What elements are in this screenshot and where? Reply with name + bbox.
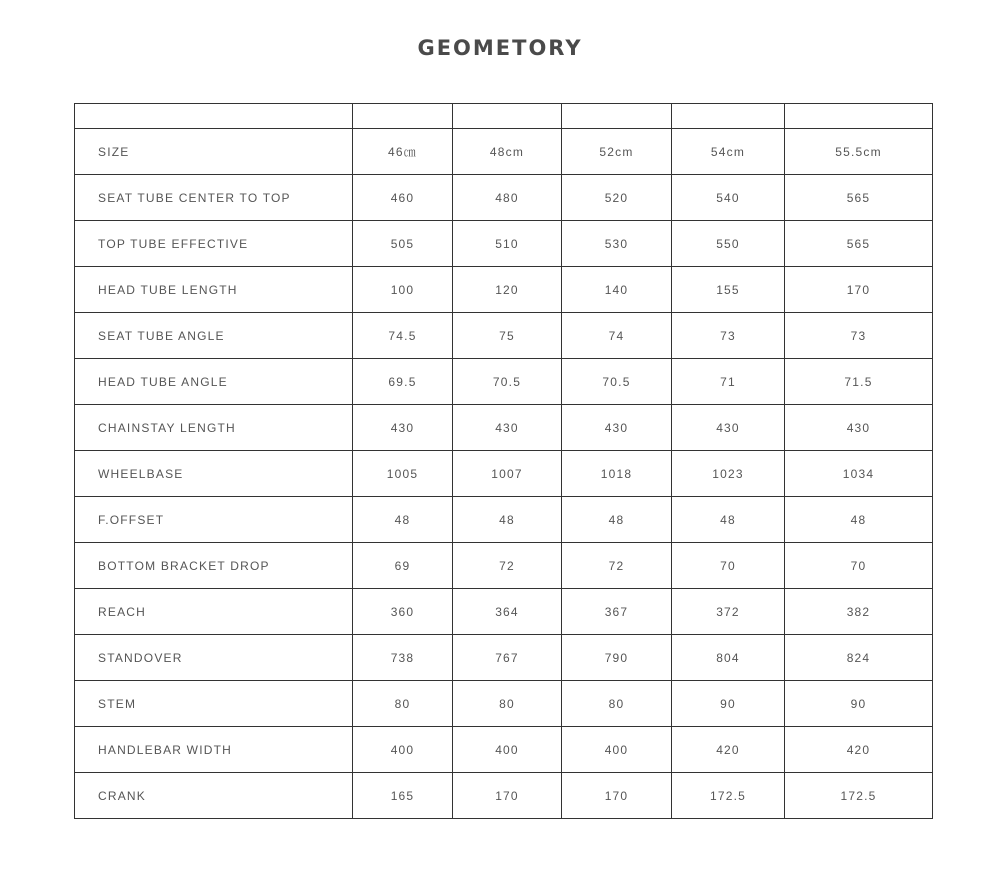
table-cell: 80 bbox=[453, 681, 562, 727]
table-cell: 48 bbox=[453, 497, 562, 543]
page-title: GEOMETORY bbox=[417, 36, 583, 60]
row-label: WHEELBASE bbox=[75, 451, 353, 497]
row-label: HEAD TUBE LENGTH bbox=[75, 267, 353, 313]
table-row bbox=[75, 635, 933, 681]
table-cell: 767 bbox=[453, 635, 562, 681]
table-cell: 74 bbox=[562, 313, 672, 359]
table-cell: 90 bbox=[672, 681, 785, 727]
table-cell: 71 bbox=[672, 359, 785, 405]
table-row bbox=[75, 727, 933, 773]
row-label: SEAT TUBE ANGLE bbox=[75, 313, 353, 359]
table-cell: 54cm bbox=[672, 129, 785, 175]
table-cell: 72 bbox=[562, 543, 672, 589]
table-cell: 360 bbox=[353, 589, 453, 635]
table-cell: 790 bbox=[562, 635, 672, 681]
table-cell: 80 bbox=[353, 681, 453, 727]
table-cell: 170 bbox=[562, 773, 672, 819]
table-row bbox=[75, 543, 933, 589]
row-label: BOTTOM BRACKET DROP bbox=[75, 543, 353, 589]
row-label: SEAT TUBE CENTER TO TOP bbox=[75, 175, 353, 221]
table-cell: 382 bbox=[785, 589, 933, 635]
table-cell: 75 bbox=[453, 313, 562, 359]
table-cell: 824 bbox=[785, 635, 933, 681]
table-cell: 565 bbox=[785, 175, 933, 221]
table-cell: 400 bbox=[453, 727, 562, 773]
table-cell: 1023 bbox=[672, 451, 785, 497]
table-cell: 1007 bbox=[453, 451, 562, 497]
table-cell: 460 bbox=[353, 175, 453, 221]
table-cell: 367 bbox=[562, 589, 672, 635]
table-cell: 170 bbox=[785, 267, 933, 313]
table-cell: 540 bbox=[672, 175, 785, 221]
header-cell bbox=[562, 104, 672, 129]
table-cell: 48 bbox=[672, 497, 785, 543]
table-row bbox=[75, 405, 933, 451]
table-cell: 74.5 bbox=[353, 313, 453, 359]
table-cell: 72 bbox=[453, 543, 562, 589]
table-cell: 172.5 bbox=[785, 773, 933, 819]
table-cell: 70.5 bbox=[453, 359, 562, 405]
row-label: STANDOVER bbox=[75, 635, 353, 681]
table-cell: 480 bbox=[453, 175, 562, 221]
row-label: CRANK bbox=[75, 773, 353, 819]
table-cell: 520 bbox=[562, 175, 672, 221]
row-label: REACH bbox=[75, 589, 353, 635]
table-cell: 70 bbox=[785, 543, 933, 589]
table-header-row bbox=[75, 104, 933, 129]
table-cell: 430 bbox=[353, 405, 453, 451]
table-cell: 1034 bbox=[785, 451, 933, 497]
table-cell: 430 bbox=[453, 405, 562, 451]
row-label: HANDLEBAR WIDTH bbox=[75, 727, 353, 773]
table-cell: 48 bbox=[353, 497, 453, 543]
row-label: SIZE bbox=[75, 129, 353, 175]
table-cell: 69.5 bbox=[353, 359, 453, 405]
table-cell: 738 bbox=[353, 635, 453, 681]
table-cell: 46㎝ bbox=[353, 129, 453, 175]
table-cell: 565 bbox=[785, 221, 933, 267]
header-cell bbox=[353, 104, 453, 129]
table-row bbox=[75, 451, 933, 497]
geometry-table bbox=[74, 103, 933, 819]
table-cell: 55.5cm bbox=[785, 129, 933, 175]
table-cell: 100 bbox=[353, 267, 453, 313]
row-label: STEM bbox=[75, 681, 353, 727]
table-cell: 364 bbox=[453, 589, 562, 635]
table-row bbox=[75, 175, 933, 221]
table-cell: 90 bbox=[785, 681, 933, 727]
table-cell: 372 bbox=[672, 589, 785, 635]
table-row bbox=[75, 221, 933, 267]
table-cell: 70.5 bbox=[562, 359, 672, 405]
table-cell: 510 bbox=[453, 221, 562, 267]
table-cell: 430 bbox=[672, 405, 785, 451]
table-cell: 550 bbox=[672, 221, 785, 267]
table-cell: 430 bbox=[562, 405, 672, 451]
header-cell bbox=[75, 104, 353, 129]
table-row bbox=[75, 681, 933, 727]
table-cell: 165 bbox=[353, 773, 453, 819]
table-row bbox=[75, 589, 933, 635]
table-cell: 1005 bbox=[353, 451, 453, 497]
table-cell: 400 bbox=[562, 727, 672, 773]
row-label: CHAINSTAY LENGTH bbox=[75, 405, 353, 451]
table-cell: 430 bbox=[785, 405, 933, 451]
table-cell: 48 bbox=[562, 497, 672, 543]
table-cell: 505 bbox=[353, 221, 453, 267]
table-cell: 48cm bbox=[453, 129, 562, 175]
table-row bbox=[75, 773, 933, 819]
table-row bbox=[75, 497, 933, 543]
geometry-table-body bbox=[75, 104, 933, 819]
table-row bbox=[75, 359, 933, 405]
table-cell: 48 bbox=[785, 497, 933, 543]
table-row bbox=[75, 129, 933, 175]
table-cell: 400 bbox=[353, 727, 453, 773]
table-row bbox=[75, 313, 933, 359]
table-cell: 140 bbox=[562, 267, 672, 313]
table-cell: 73 bbox=[785, 313, 933, 359]
table-cell: 80 bbox=[562, 681, 672, 727]
table-cell: 172.5 bbox=[672, 773, 785, 819]
header-cell bbox=[672, 104, 785, 129]
row-label: TOP TUBE EFFECTIVE bbox=[75, 221, 353, 267]
table-cell: 530 bbox=[562, 221, 672, 267]
table-row bbox=[75, 267, 933, 313]
table-cell: 71.5 bbox=[785, 359, 933, 405]
table-cell: 170 bbox=[453, 773, 562, 819]
table-cell: 420 bbox=[672, 727, 785, 773]
table-cell: 120 bbox=[453, 267, 562, 313]
table-cell: 52cm bbox=[562, 129, 672, 175]
table-cell: 804 bbox=[672, 635, 785, 681]
table-cell: 1018 bbox=[562, 451, 672, 497]
header-cell bbox=[785, 104, 933, 129]
table-cell: 70 bbox=[672, 543, 785, 589]
table-cell: 420 bbox=[785, 727, 933, 773]
table-cell: 155 bbox=[672, 267, 785, 313]
header-cell bbox=[453, 104, 562, 129]
row-label: F.OFFSET bbox=[75, 497, 353, 543]
table-cell: 69 bbox=[353, 543, 453, 589]
table-cell: 73 bbox=[672, 313, 785, 359]
row-label: HEAD TUBE ANGLE bbox=[75, 359, 353, 405]
